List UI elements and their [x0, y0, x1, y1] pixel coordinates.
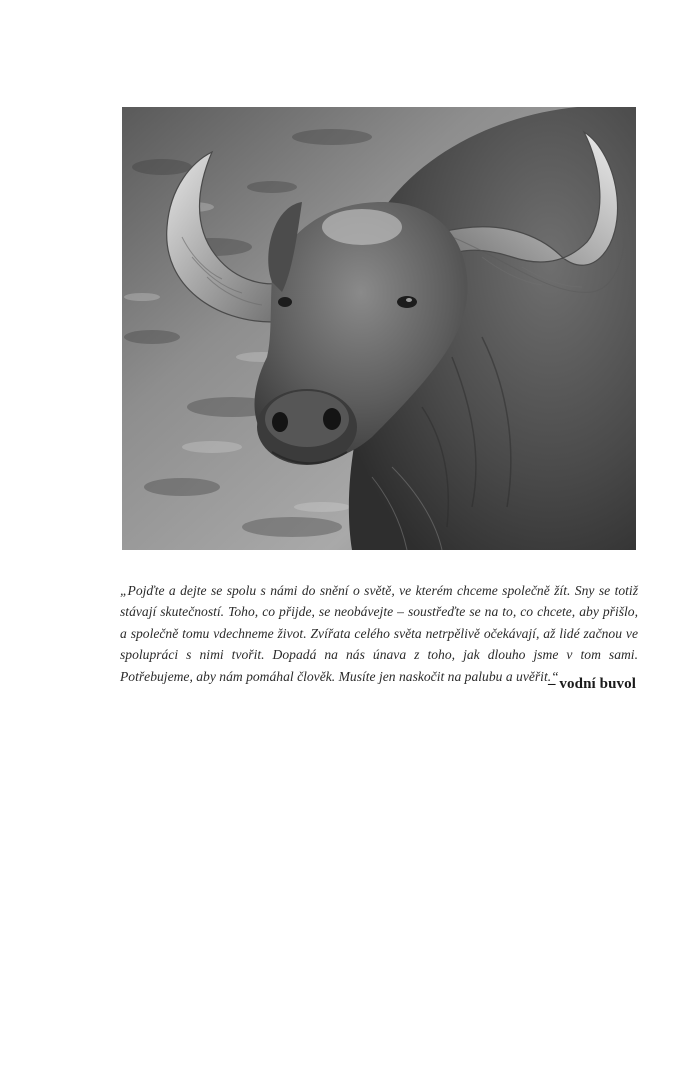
- water-buffalo-photo: [122, 107, 636, 550]
- quote-attribution: – vodní buvol: [547, 676, 636, 692]
- quote-text: „Pojďte a dejte se spolu s námi do snění o světě, ve kterém chceme společně žít. Sny se totiž stávají skutečností. Toho, co přijde, se neobávejte – soustřeďte se na to, co chcete, aby přišlo, a společně tomu vdechneme život. Zvířata celého světa netrpělivě očekávají, až lidé začnou ve spolupráci s nimi tvořit. Dopadá na nás únava z toho, jak dlouho jsme v tom sami. Potřebujeme, aby nám pomáhal člověk. Musíte jen naskočit na palubu a uvěřit.“: [120, 582, 638, 684]
